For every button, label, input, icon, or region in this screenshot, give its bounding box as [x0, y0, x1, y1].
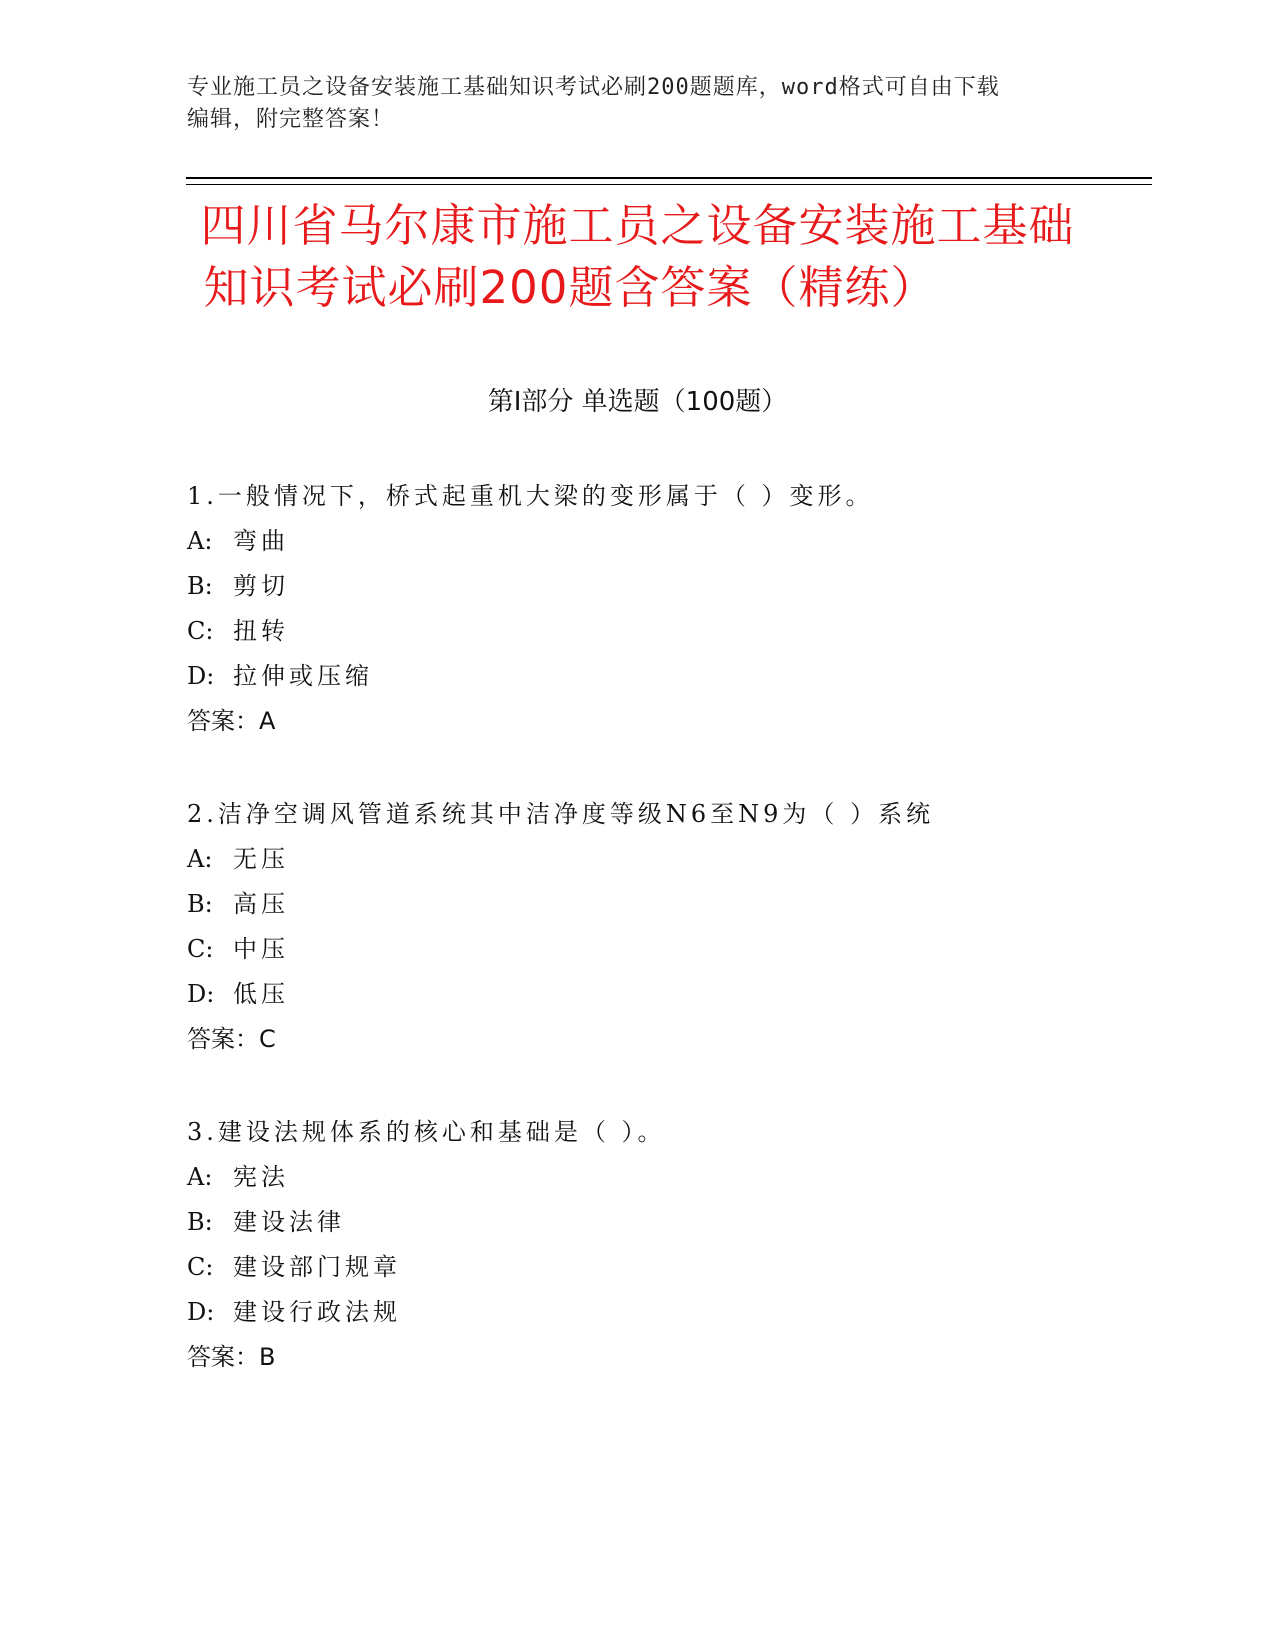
option-text: 宪法 [233, 1163, 289, 1191]
option-text: 中压 [233, 935, 289, 963]
header-note-line-2: 编辑，附完整答案！ [187, 107, 395, 132]
option-a [187, 837, 1187, 882]
answer-line: 答案：A [187, 707, 276, 735]
option-text: 无压 [233, 845, 289, 873]
answer-line: 答案：C [187, 1025, 276, 1053]
option-c [187, 927, 1187, 972]
option-key: C: [187, 617, 214, 645]
option-text: 低压 [233, 980, 289, 1008]
option-b [187, 564, 1187, 609]
option-key: D: [187, 980, 215, 1008]
answer-line: 答案：B [187, 1343, 276, 1371]
header-rule-thick [186, 177, 1152, 179]
option-key: C: [187, 1253, 214, 1281]
question-stem: 2.洁净空调风管道系统其中洁净度等级N6至N9为（ ）系统 [187, 800, 935, 828]
option-key: A: [187, 845, 213, 873]
option-b [187, 1200, 1187, 1245]
option-key: D: [187, 662, 215, 690]
option-b [187, 882, 1187, 927]
option-c [187, 609, 1187, 654]
option-text: 建设部门规章 [233, 1253, 401, 1281]
option-d [187, 654, 1187, 699]
header-rule-thin [186, 184, 1152, 185]
option-a [187, 1155, 1187, 1200]
document-title-line-2: 知识考试必刷200题含答案（精练） [203, 261, 937, 314]
option-key: B: [187, 1208, 213, 1236]
section-heading: 第Ⅰ部分 单选题（100题） [487, 387, 788, 417]
header-note-line-1: 专业施工员之设备安装施工基础知识考试必刷200题题库，word格式可自由下载 [187, 75, 1000, 100]
option-text: 拉伸或压缩 [233, 662, 373, 690]
option-key: C: [187, 935, 214, 963]
document-title-line-1: 四川省马尔康市施工员之设备安装施工基础 [200, 199, 1075, 252]
question-3 [187, 1110, 1187, 1380]
option-key: D: [187, 1298, 215, 1326]
question-stem: 3.建设法规体系的核心和基础是（ ）。 [187, 1118, 666, 1146]
question-stem: 1.一般情况下，桥式起重机大梁的变形属于（ ）变形。 [187, 482, 874, 510]
question-1 [187, 474, 1187, 744]
option-a [187, 519, 1187, 564]
option-c [187, 1245, 1187, 1290]
option-d [187, 1290, 1187, 1335]
option-d [187, 972, 1187, 1017]
option-key: B: [187, 572, 213, 600]
header-note [187, 72, 1087, 136]
option-text: 高压 [233, 890, 289, 918]
option-text: 剪切 [233, 572, 289, 600]
option-key: A: [187, 527, 213, 555]
option-key: A: [187, 1163, 213, 1191]
option-text: 扭转 [233, 617, 289, 645]
option-text: 建设法律 [233, 1208, 345, 1236]
question-2 [187, 792, 1187, 1062]
option-text: 弯曲 [233, 527, 289, 555]
option-key: B: [187, 890, 213, 918]
option-text: 建设行政法规 [233, 1298, 401, 1326]
